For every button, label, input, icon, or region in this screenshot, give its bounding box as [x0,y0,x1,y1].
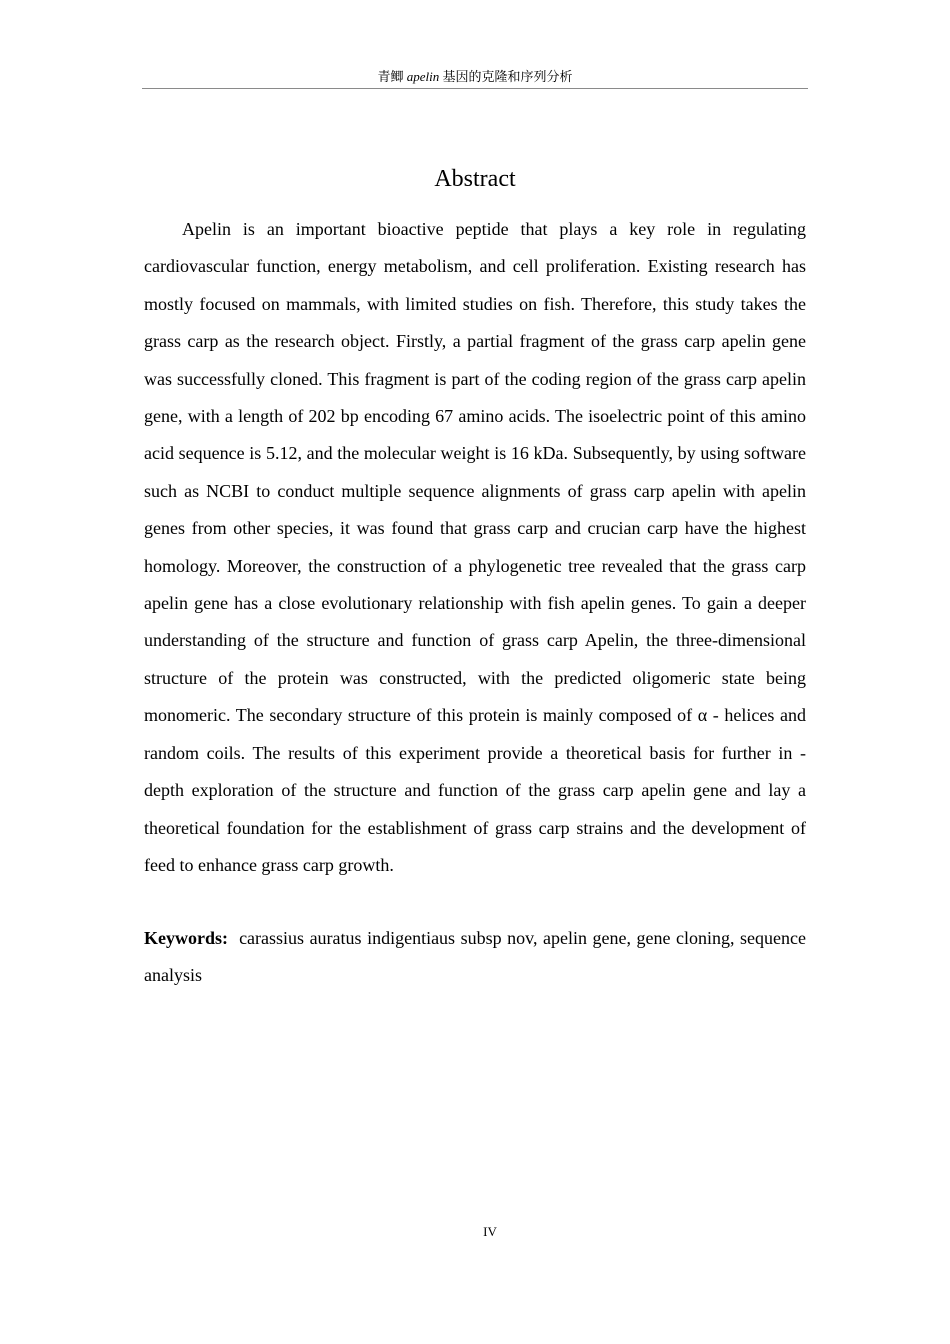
header-divider [142,88,808,89]
abstract-body: Apelin is an important bioactive peptide that plays a key role in regulating cardiovascular function, energy metabolism, and cell proliferation. Existing research has mostly focused on mammals, with limited studies on fish. Therefore, this study takes the grass carp as the research object. Firstly, a partial fragment of the grass carp apelin gene was successfully cloned. This fragment is part of the coding region of the grass carp apelin gene, with a length of 202 bp encoding 67 amino acids. The isoelectric point of this amino acid sequence is 5.12, and the molecular weight is 16 kDa. Subsequently, by using software such as NCBI to conduct multiple sequence alignments of grass carp apelin with apelin genes from other species, it was found that grass carp and crucian carp have the highest homology. Moreover, the construction of a phylogenetic tree revealed that the grass carp apelin gene has a close evolutionary relationship with fish apelin genes. To gain a deeper understanding of the structure and function of grass carp Apelin, the three-dimensional structure of the protein was constructed, with the predicted oligomeric state being monomeric. The secondary structure of this protein is mainly composed of α - helices and random coils. The results of this experiment provide a theoretical basis for further in - depth exploration of the structure and function of the grass carp apelin gene and lay a theoretical foundation for the establishment of grass carp strains and the development of feed to enhance grass carp growth. [144,219,806,875]
keywords-text: carassius auratus indigentiaus subsp nov, apelin gene, gene cloning, sequence analysis [144,928,806,986]
header-title-prefix: 青鲫 [377,69,407,84]
running-header [142,68,808,86]
abstract-heading: Abstract [434,166,516,192]
header-title-suffix: 基因的克隆和序列分析 [439,69,573,84]
keywords-label: Keywords: [144,928,228,948]
header-title-italic: apelin [406,69,440,84]
keywords-spacer [228,928,239,948]
keywords-line [144,920,806,995]
page-number: IV [483,1224,497,1239]
